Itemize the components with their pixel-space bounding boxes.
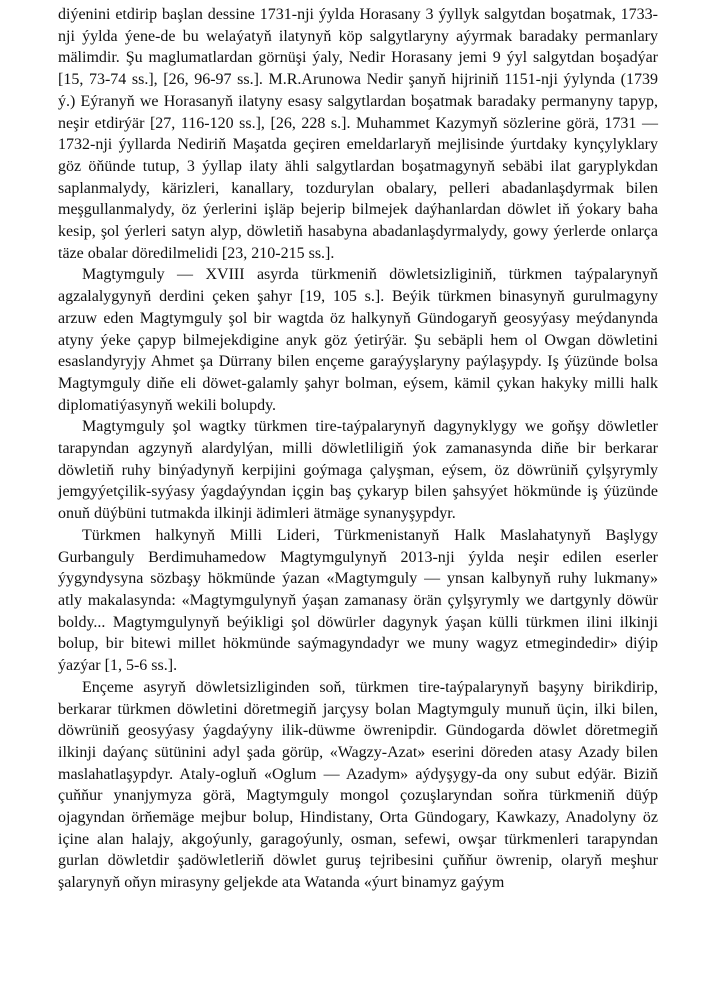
- document-page: [58, 4, 658, 894]
- paragraph-4: Türkmen halkynyň Milli Lideri, Türkmenistanyň Halk Maslahatynyň Başlygy Gurbanguly Berdimuhamedow Magtymgulynyň 2013-nji ýylda neşir edilen eserler ýygyndysyna sözbaşy hökmünde ýazan «Magtymguly — ynsan kalbynyň ruhy lukmany» atly makalasynda: «Magtymgulynyň ýaşan zamanasy örän çylşyrymly we dartgynly döwür boldy... Magtymgulynyň beýikligi şol döwürler dagynyk ýaşan külli türkmen ilini ilkinji bolup, bir bitewi millet hökmünde saýmagyndadyr we muny wagyz etmegindedir» diýip ýazýar [1, 5-6 ss.].: [58, 526, 658, 675]
- paragraph-2: Magtymguly — XVIII asyrda türkmeniň döwletsizliginiň, türkmen taýpalarynyň agzalalygynyň derdini çeken şahyr [19, 105 s.]. Beýik türkmen binasynyň gurulmagyny arzuw eden Magtymguly şol bir wagtda öz halkynyň Gündogaryň geosyýasy meýdanynda atyny ýeke çapyp bilmejekdigine anyk göz ýetirýär. Şu sebäpli hem ol Owgan döwletini esaslandyryjy Ahmet şa Dürrany bilen ençeme garaýyşlaryny paýlaşypdy. Iş ýüzünde bolsa Magtymguly diňe eli döwet-galamly şahyr bolman, eýsem, kämil çykan hakyky milli halk diplomatiýasynyň wekili bolupdy.: [58, 266, 658, 414]
- paragraph-3: Magtymguly şol wagtky türkmen tire-taýpalarynyň dagynyklygy we goňşy döwletler tarapyndan agzynyň alardylýan, milli döwletliligiň ýok zamanasynda diňe bir berkarar döwletiň ruhy binýadynyň kerpijini goýmaga çalyşman, eýsem, öz döwrüniň çylşyrymly jemgyýetçilik-syýasy ýagdaýyndan içgin baş çykaryp bilen şahsyýet hökmünde iş ýüzünde onuň düýbüni tutmakda ilkinji ädimleri ätmäge synanyşypdyr.: [58, 418, 658, 523]
- paragraph-5: Ençeme asyryň döwletsizliginden soň, türkmen tire-taýpalarynyň başyny birikdirip, berkarar türkmen döwletini döretmegiň jarçysy bolan Magtymguly munuň üçin, ilki bilen, döwrüniň geosyýasy ýagdaýyny ilik-düwme öwrenipdir. Gündogarda döwlet döretmegiň ilkinji daýanç sütünini adyl şada görüp, «Wagzy-Azat» eserini döreden atasy Azady bilen maslahatlaşypdyr. Ataly-ogluň «Oglum — Azadym» aýdyşygy-da ony subut edýär. Biziň çuňňur ynanjymyza görä, Magtymguly mongol çozuşlaryndan soňra türkmeniň düýp ojagyndan örňemäge mejbur bolup, Hindistany, Orta Gündogary, Kawkazy, Anadolyny öz içine alan halajy, akgoýunly, garagoýunly, osman, sefewi, owşar türkmenleri tarapyndan gurlan döwletdir şadöwletleriň döwlet guruş tejribesini çuňňur öwrenip, olaryň meşhur şalarynyň oňyn mirasyny geljekde ata Watanda «ýurt binamyz gaýym: [58, 678, 658, 892]
- paragraph-1: diýenini etdirip başlan dessine 1731-nji ýylda Horasany 3 ýyllyk salgytdan boşatmak, 1733-nji ýylda ýene-de bu welaýatyň ilatynyň köp salgytlaryny aýyrmak baradaky permanlary mälimdir. Şu maglumatlardan görnüşi ýaly, Nedir Horasany jemi 9 ýyl salgytdan boşadýar [15, 73-74 ss.], [26, 96-97 ss.]. M.R.Arunowa Nedir şanyň hijriniň 1151-nji ýylynda (1739 ý.) Eýranyň we Horasanyň ilatyny esasy salgytlardan boşatmak baradaky permanyny tapyp, neşir etdirýär [27, 116-120 ss.], [26, 228 s.]. Muhammet Kazymyň sözlerine görä, 1731 — 1732-nji ýyllarda Nediriň Maşatda geçiren emeldarlaryň mejlisinde ýurtdaky kynçylyklary göz öňünde tutup, 3 ýyllap ilaty ähli salgytlardan boşatmagynyň sebäbi ilat garyplykdan saplanmalydy, kärizleri, kanallary, tozdurylan obalary, pelleri abadanlaşdyrmak bilen meşgullanmalydy, öz ýerlerini işläp bejerip bilmejek daýhanlardan döwlet iň ýokary baha kesip, şol ýerleri satyn alyp, döwletiň hasabyna abadanlaşdyrmalydy, gowy ýerlerde onlarça täze obalar döredilmelidi [23, 210-215 ss.].: [58, 6, 658, 262]
